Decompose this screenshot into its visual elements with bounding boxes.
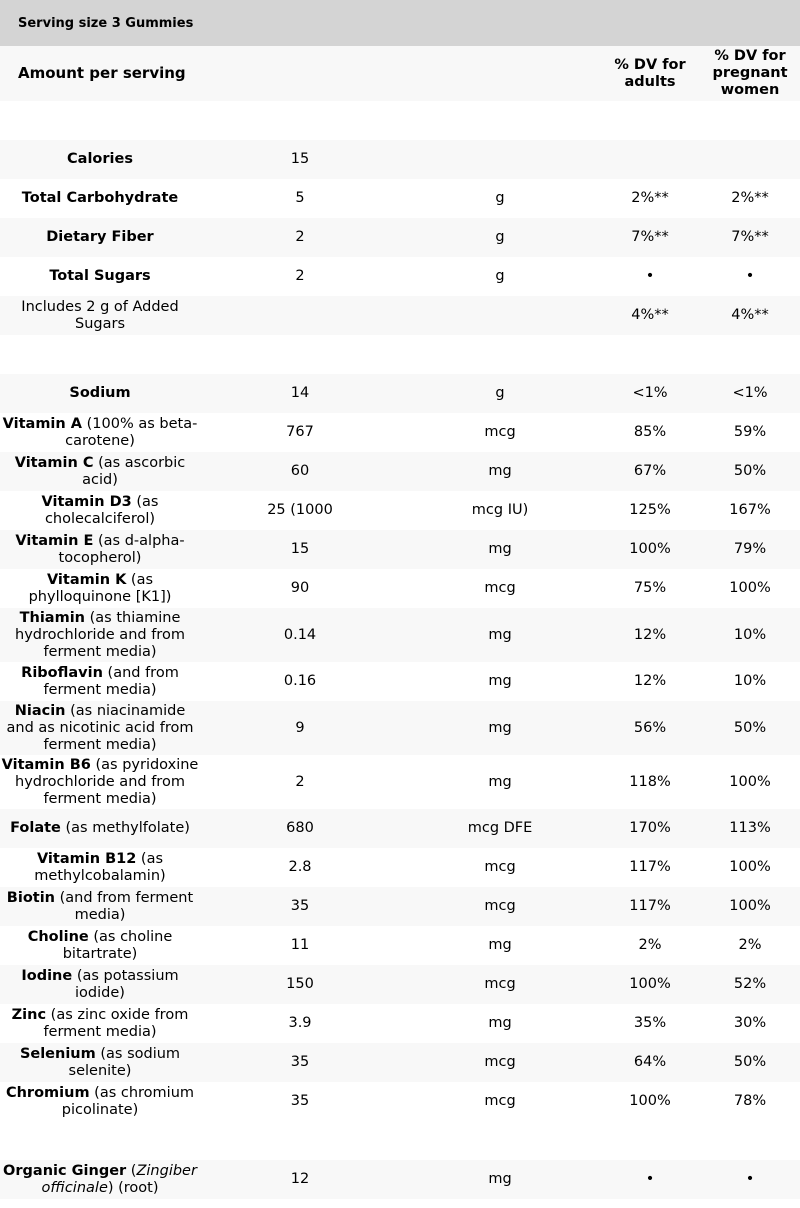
amount-cell: 60 (290, 463, 310, 479)
dv-pregnant-cell: • (745, 1171, 755, 1187)
amount-cell: 0.14 (283, 626, 317, 643)
dv-adults-cell: 170% (629, 820, 671, 836)
amount-cell: 14 (290, 385, 310, 401)
nutrient-name-cell (0, 1160, 200, 1199)
dv-adults-cell: 75% (633, 580, 667, 596)
nutrient-row (0, 1082, 800, 1121)
unit-cell: mg (488, 673, 512, 689)
dv-pregnant-cell: 50% (733, 463, 767, 479)
nutrient-name: Vitamin K (46, 571, 127, 588)
nutrient-row (0, 887, 800, 926)
unit-cell (400, 140, 600, 179)
nutrient-name-cell (0, 608, 200, 662)
dv-adults-cell: 125% (629, 502, 671, 518)
spacer-row (0, 1121, 800, 1160)
nutrient-name-cell (0, 848, 200, 887)
nutrient-description: (and from ferment media) (55, 889, 194, 923)
nutrient-name: Sodium (69, 385, 131, 401)
unit-cell: mcg IU) (471, 502, 529, 518)
nutrient-row (0, 413, 800, 452)
unit-cell: mcg (484, 976, 516, 992)
amount-per-serving-heading: Amount per serving (18, 64, 186, 82)
amount-cell: 680 (286, 820, 314, 836)
spacer-row (0, 335, 800, 374)
dv-pregnant-cell: 10% (733, 673, 767, 689)
nutrient-name: Vitamin E (15, 532, 94, 549)
nutrient-description: (as zinc oxide from ferment media) (43, 1006, 189, 1040)
nutrient-name-cell (0, 452, 200, 491)
nutrient-row (0, 530, 800, 569)
nutrient-description: ) (root) (107, 1179, 159, 1196)
amount-cell (200, 296, 400, 335)
nutrient-name: Folate (10, 820, 61, 836)
dv-pregnant-cell: <1% (732, 385, 768, 401)
unit-cell (400, 296, 600, 335)
dv-pregnant-cell: 30% (733, 1015, 767, 1031)
nutrient-row (0, 491, 800, 530)
unit-cell: mg (488, 719, 512, 736)
dv-adults-cell: • (645, 268, 655, 284)
nutrient-row (0, 296, 800, 335)
unit-cell: mcg (484, 898, 516, 914)
spacer-cell (0, 101, 800, 140)
nutrient-name-cell (0, 491, 200, 530)
nutrient-description: (as niacinamide and as nicotinic acid from ferment media) (6, 702, 194, 753)
nutrient-description: (and from ferment media) (43, 664, 179, 698)
nutrient-row (0, 755, 800, 809)
dv-pregnant-cell: 113% (729, 820, 771, 836)
amount-cell: 35 (290, 898, 310, 914)
nutrient-description: (as methylcobalamin) (34, 850, 166, 884)
nutrient-name-cell (0, 1043, 200, 1082)
unit-cell: mg (488, 463, 512, 479)
unit-cell: mcg (484, 1054, 516, 1070)
nutrient-name: Organic Ginger (3, 1162, 127, 1179)
nutrient-description: (as chromium picolinate) (61, 1084, 195, 1118)
spacer-cell (0, 335, 800, 374)
nutrient-row (0, 662, 800, 701)
nutrient-name-cell (0, 701, 200, 755)
amount-cell: 2.8 (288, 859, 312, 875)
serving-size-label: Serving size 3 Gummies (18, 15, 194, 31)
nutrient-row (0, 1004, 800, 1043)
nutrient-description: Includes 2 g of Added Sugars (21, 298, 179, 332)
nutrient-description: (as choline bitartrate) (62, 928, 173, 962)
dv-adults-cell: 4%** (631, 307, 669, 323)
dv-pregnant-cell: 7%** (731, 229, 769, 245)
table-header-row (0, 46, 800, 101)
amount-cell: 90 (290, 580, 310, 596)
nutrient-description: (as phylloquinone [K1]) (28, 571, 172, 605)
dv-adults-cell: 12% (633, 626, 667, 643)
dv-pregnant-cell: 52% (733, 976, 767, 992)
dv-pregnant-cell: 50% (733, 1054, 767, 1070)
nutrient-name-cell (0, 1004, 200, 1043)
nutrient-name-cell (0, 755, 200, 809)
dv-pregnant-cell: 50% (733, 719, 767, 736)
dv-adults-cell (600, 140, 700, 179)
dv-adults-cell: 117% (629, 898, 671, 914)
nutrient-description: (as methylfolate) (60, 820, 190, 836)
nutrient-name: Thiamin (19, 609, 85, 626)
facts-body (0, 101, 800, 1199)
dv-adults-cell: 117% (629, 859, 671, 875)
unit-heading (400, 46, 600, 101)
dv-adults-cell: 85% (633, 424, 667, 440)
dv-pregnant-cell: 100% (729, 859, 771, 875)
nutrient-name: Vitamin D3 (41, 493, 132, 510)
unit-cell: mcg (484, 859, 516, 875)
nutrient-name-cell (0, 257, 200, 296)
dv-pregnant-cell: 100% (729, 773, 771, 790)
nutrient-name: Total Sugars (49, 268, 151, 284)
nutrient-row (0, 701, 800, 755)
nutrient-row (0, 140, 800, 179)
amount-cell: 35 (290, 1054, 310, 1070)
amount-cell: 25 (1000 (267, 502, 333, 518)
nutrient-name: Calories (67, 151, 133, 167)
dv-adults-heading: % DV for adults (614, 56, 686, 90)
nutrient-row (0, 218, 800, 257)
nutrient-name: Zinc (11, 1006, 47, 1023)
amount-cell: 2 (295, 773, 305, 790)
dv-pregnant-cell: 100% (729, 580, 771, 596)
nutrient-name: Selenium (19, 1045, 96, 1062)
nutrient-name-cell (0, 1082, 200, 1121)
unit-cell: mcg DFE (467, 820, 533, 836)
nutrient-name: Niacin (14, 702, 66, 719)
dv-adults-cell: 118% (629, 773, 671, 790)
nutrient-name-cell (0, 374, 200, 413)
nutrient-name: Choline (27, 928, 89, 945)
nutrient-name: Total Carbohydrate (21, 190, 179, 206)
nutrient-name-cell (0, 530, 200, 569)
nutrient-row (0, 848, 800, 887)
dv-pregnant-cell: 2% (738, 937, 762, 953)
amount-cell: 12 (290, 1171, 310, 1187)
nutrient-row (0, 1160, 800, 1199)
nutrient-name: Vitamin C (14, 454, 94, 471)
nutrient-name-cell (0, 413, 200, 452)
nutrient-row (0, 809, 800, 848)
dv-pregnant-cell (700, 140, 800, 179)
dv-pregnant-cell: 59% (733, 424, 767, 440)
amount-cell: 9 (295, 719, 305, 736)
nutrient-name: Iodine (21, 967, 73, 984)
amount-cell: 2 (295, 229, 305, 245)
nutrient-name-cell (0, 569, 200, 608)
amount-cell: 15 (290, 541, 310, 557)
amount-cell: 2 (295, 268, 305, 284)
unit-cell: mcg (484, 424, 516, 440)
amount-cell: 0.16 (283, 673, 317, 689)
dv-pregnant-cell: 78% (733, 1093, 767, 1109)
unit-cell: g (495, 229, 505, 245)
dv-pregnant-cell: • (745, 268, 755, 284)
nutrient-description: ( (126, 1162, 137, 1179)
unit-cell: g (495, 268, 505, 284)
supplement-facts-table (0, 46, 800, 1199)
nutrient-row (0, 257, 800, 296)
nutrient-description: (as thiamine hydrochloride and from ferment media) (15, 609, 185, 660)
amount-cell: 5 (295, 190, 305, 206)
botanical-name: Zingiber officinale (41, 1162, 197, 1196)
spacer-row (0, 101, 800, 140)
unit-cell: mg (488, 937, 512, 953)
nutrient-name: Riboflavin (21, 664, 103, 681)
nutrient-row (0, 179, 800, 218)
nutrient-description: (as sodium selenite) (68, 1045, 181, 1079)
dv-adults-cell: 7%** (631, 229, 669, 245)
amount-cell: 35 (290, 1093, 310, 1109)
nutrient-description: (as potassium iodide) (72, 967, 179, 1001)
dv-adults-cell: 100% (629, 976, 671, 992)
amount-cell: 15 (290, 151, 310, 167)
unit-cell: mg (488, 1171, 512, 1187)
dv-adults-cell: <1% (632, 385, 668, 401)
amount-cell: 150 (286, 976, 314, 992)
unit-cell: mg (488, 1015, 512, 1031)
nutrient-name: Vitamin B12 (36, 850, 137, 867)
nutrient-row (0, 569, 800, 608)
unit-cell: mg (488, 541, 512, 557)
unit-cell: mcg (484, 580, 516, 596)
nutrient-row (0, 1043, 800, 1082)
nutrient-row (0, 926, 800, 965)
nutrient-name-cell (0, 887, 200, 926)
dv-adults-cell: 67% (633, 463, 667, 479)
nutrient-name: Dietary Fiber (46, 229, 154, 245)
unit-cell: g (495, 385, 505, 401)
amount-cell: 11 (290, 937, 310, 953)
dv-adults-cell: 100% (629, 1093, 671, 1109)
amount-cell: 3.9 (288, 1015, 312, 1031)
dv-adults-cell: 2%** (631, 190, 669, 206)
nutrient-description: (as pyridoxine hydrochloride and from ferment media) (15, 756, 199, 807)
unit-cell: mcg (484, 1093, 516, 1109)
dv-pregnant-cell: 10% (733, 626, 767, 643)
dv-adults-cell: 2% (638, 937, 662, 953)
nutrient-name: Vitamin B6 (1, 756, 91, 773)
nutrient-row (0, 374, 800, 413)
nutrient-name-cell (0, 179, 200, 218)
dv-adults-cell: 56% (633, 719, 667, 736)
nutrient-name-cell (0, 809, 200, 848)
nutrient-name-cell (0, 218, 200, 257)
nutrient-row (0, 452, 800, 491)
unit-cell: g (495, 190, 505, 206)
nutrient-name-cell (0, 965, 200, 1004)
nutrient-name: Biotin (6, 889, 56, 906)
unit-cell: mg (488, 626, 512, 643)
amount-cell: 767 (286, 424, 314, 440)
nutrient-description: (as ascorbic acid) (82, 454, 186, 488)
nutrient-name: Vitamin A (2, 415, 82, 432)
nutrient-name-cell (0, 926, 200, 965)
nutrient-description: (as d-alpha-tocopherol) (58, 532, 185, 566)
serving-size-header (0, 0, 800, 46)
nutrient-name-cell (0, 662, 200, 701)
dv-pregnant-cell: 4%** (731, 307, 769, 323)
unit-cell: mg (488, 773, 512, 790)
nutrient-name: Chromium (5, 1084, 90, 1101)
nutrient-row (0, 608, 800, 662)
dv-adults-cell: 35% (633, 1015, 667, 1031)
nutrient-description: (100% as beta-carotene) (65, 415, 198, 449)
dv-adults-cell: 64% (633, 1054, 667, 1070)
dv-pregnant-cell: 167% (729, 502, 771, 518)
dv-adults-cell: 100% (629, 541, 671, 557)
dv-adults-cell: • (645, 1171, 655, 1187)
dv-pregnant-cell: 79% (733, 541, 767, 557)
nutrient-row (0, 965, 800, 1004)
dv-pregnant-cell: 2%** (731, 190, 769, 206)
nutrient-name-cell (0, 140, 200, 179)
nutrient-description: (as cholecalciferol) (44, 493, 159, 527)
nutrient-name-cell (0, 296, 200, 335)
dv-adults-cell: 12% (633, 673, 667, 689)
spacer-cell (0, 1121, 800, 1160)
dv-pregnant-heading: % DV for pregnant women (712, 48, 788, 98)
dv-pregnant-cell: 100% (729, 898, 771, 914)
